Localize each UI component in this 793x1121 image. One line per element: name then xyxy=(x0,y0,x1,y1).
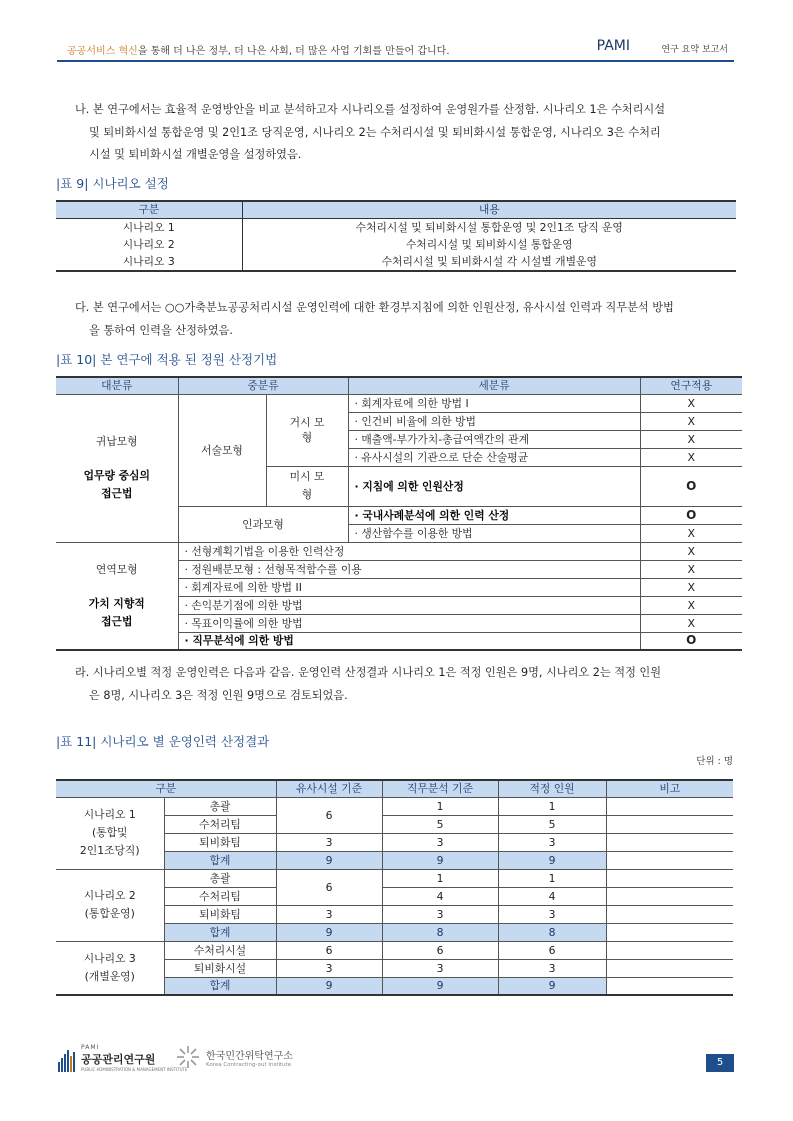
scenario-label-cell xyxy=(56,869,164,941)
logo-subtitle: PUBLIC ADMINISTRATION & MANAGEMENT INSTITUTE xyxy=(81,1067,188,1072)
sub-category-cell: 미시 모형 xyxy=(266,466,348,506)
major-category-cell xyxy=(56,542,178,650)
value-cell: 1 xyxy=(498,869,606,887)
apply-cell: X xyxy=(640,578,742,596)
detail-cell: · 국내사례분석에 의한 인력 산정 xyxy=(348,506,640,524)
scenario-label: 2인1조당직) xyxy=(79,844,140,857)
unit-label: 단위 : 명 xyxy=(696,756,733,767)
scenario-label: (개별운영) xyxy=(84,969,135,983)
value-cell: 3 xyxy=(276,833,382,851)
table-row xyxy=(56,236,736,253)
note-cell xyxy=(606,833,733,851)
sum-cell: 8 xyxy=(382,923,498,941)
page-footer xyxy=(58,1044,734,1074)
sum-cell: 9 xyxy=(276,923,382,941)
method-table xyxy=(56,376,742,651)
table-header-row xyxy=(56,780,733,797)
scenario-label: 시나리오 1 xyxy=(83,808,136,821)
team-cell: 수처리팀 xyxy=(164,887,276,905)
team-cell: 수처리시설 xyxy=(164,941,276,959)
bars-logo-icon xyxy=(58,1050,76,1072)
major-category-label: 귀납모형 xyxy=(95,435,138,448)
note-cell xyxy=(606,941,733,959)
detail-cell: · 생산함수를 이용한 방법 xyxy=(348,524,640,542)
table-cell: 수처리시설 및 퇴비화시설 각 시설별 개별운영 xyxy=(242,253,736,271)
apply-cell: O xyxy=(640,506,742,524)
sum-cell: 9 xyxy=(382,977,498,995)
logo-subtitle: Korea Contracting-out Institute xyxy=(206,1061,292,1068)
starburst-logo-icon xyxy=(175,1044,201,1070)
value-cell: 1 xyxy=(382,869,498,887)
major-category-bold: 가치 지향적 접근법 xyxy=(88,596,145,628)
paragraph-na xyxy=(75,99,745,167)
table11-caption: |표 11| 시나리오 별 운영인력 산정결과 xyxy=(56,734,270,749)
scenario-label: (통합운영) xyxy=(84,907,135,920)
value-cell: 6 xyxy=(276,869,382,905)
value-cell: 5 xyxy=(382,815,498,833)
mid-category-cell: 서술모형 xyxy=(178,394,266,506)
col-header: 대분류 xyxy=(56,377,178,394)
logo-name: 공공관리연구원 xyxy=(81,1053,156,1066)
table9-caption: |표 9| 시나리오 설정 xyxy=(56,176,169,191)
col-header: 세분류 xyxy=(348,377,640,394)
value-cell: 3 xyxy=(382,959,498,977)
para-line: 은 8명, 시나리오 3은 적정 인원 9명으로 검토되었음. xyxy=(89,688,348,702)
value-cell: 6 xyxy=(276,797,382,833)
apply-cell: X xyxy=(640,596,742,614)
logo-name: 한국민간위탁연구소 xyxy=(206,1050,293,1062)
brand-name: PAMI xyxy=(596,38,630,54)
value-cell: 6 xyxy=(276,941,382,959)
col-header: 연구적용 xyxy=(640,377,742,394)
scenario-label-cell xyxy=(56,941,164,995)
pami-logo xyxy=(58,1044,187,1072)
table-cell: 수처리시설 및 퇴비화시설 통합운영 xyxy=(242,236,736,253)
major-category-cell xyxy=(56,394,178,542)
major-category-label: 연역모형 xyxy=(95,562,138,576)
table-cell: 시나리오 1 xyxy=(122,220,175,234)
table-row xyxy=(56,797,733,815)
value-cell: 1 xyxy=(498,797,606,815)
col-header: 직무분석 기준 xyxy=(382,780,498,797)
sum-cell: 9 xyxy=(498,851,606,869)
detail-cell: · 선형계획기법을 이용한 인력산정 xyxy=(178,542,640,560)
sum-cell: 9 xyxy=(276,977,382,995)
logo-abbrev: PAMI xyxy=(81,1044,100,1051)
note-cell xyxy=(606,977,733,995)
team-cell: 퇴비화팀 xyxy=(164,905,276,923)
paragraph-ra xyxy=(75,662,745,707)
apply-cell: X xyxy=(640,614,742,632)
scenario-label-cell xyxy=(56,797,164,869)
scenario-table xyxy=(56,200,736,272)
value-cell: 3 xyxy=(498,833,606,851)
kci-logo xyxy=(175,1044,293,1070)
para-line: 다. 본 연구에서는 ○○가축분뇨공공처리시설 운영인력에 대한 환경부지침에 의한 인원산정, 유사시설 인력과 직무분석 방법 xyxy=(75,301,674,314)
apply-cell: O xyxy=(640,466,742,506)
apply-cell: X xyxy=(640,412,742,430)
table-cell: 시나리오 2 xyxy=(122,237,175,251)
sum-label-cell: 합계 xyxy=(164,923,276,941)
para-line: 라. 시나리오별 적정 운영인력은 다음과 같음. 운영인력 산정결과 시나리오 1은 적정 인원은 9명, 시나리오 2는 적정 인원 xyxy=(75,666,662,679)
table-row xyxy=(56,941,733,959)
note-cell xyxy=(606,797,733,815)
col-header: 구분 xyxy=(56,201,242,218)
table-row xyxy=(56,218,736,236)
page-header xyxy=(57,36,734,62)
apply-cell: X xyxy=(640,542,742,560)
value-cell: 6 xyxy=(498,941,606,959)
table-row xyxy=(56,394,742,412)
detail-cell: · 목표이익률에 의한 방법 xyxy=(178,614,640,632)
para-line: 나. 본 연구에서는 효율적 운영방안을 비교 분석하고자 시나리오를 설정하여 운영원가를 산정함. 시나리오 1은 수처리시설 xyxy=(75,103,666,116)
value-cell: 6 xyxy=(382,941,498,959)
value-cell: 1 xyxy=(382,797,498,815)
report-label: 연구 요약 보고서 xyxy=(661,45,728,55)
paragraph-da xyxy=(75,297,745,342)
tagline-highlight: 공공서비스 혁신 xyxy=(67,46,138,57)
detail-cell: · 정원배분모형 : 선형목적함수를 이용 xyxy=(178,560,640,578)
sum-cell: 8 xyxy=(498,923,606,941)
apply-cell: X xyxy=(640,560,742,578)
apply-cell: X xyxy=(640,448,742,466)
table-row xyxy=(56,869,733,887)
detail-cell: · 손익분기점에 의한 방법 xyxy=(178,596,640,614)
note-cell xyxy=(606,851,733,869)
sum-cell: 9 xyxy=(382,851,498,869)
value-cell: 3 xyxy=(276,905,382,923)
col-header: 중분류 xyxy=(178,377,348,394)
table-header-row xyxy=(56,377,742,394)
note-cell xyxy=(606,869,733,887)
sum-cell: 9 xyxy=(498,977,606,995)
note-cell xyxy=(606,887,733,905)
para-line: 을 통하여 인력을 산정하였음. xyxy=(89,323,233,337)
major-category-bold: 업무량 중심의 접근법 xyxy=(83,469,150,500)
table-row xyxy=(56,542,742,560)
value-cell: 4 xyxy=(498,887,606,905)
scenario-label: 시나리오 3 xyxy=(83,951,136,965)
detail-cell: · 직무분석에 의한 방법 xyxy=(178,632,640,650)
value-cell: 3 xyxy=(498,959,606,977)
col-header: 적정 인원 xyxy=(498,780,606,797)
col-header: 비고 xyxy=(606,780,733,797)
note-cell xyxy=(606,905,733,923)
team-cell: 수처리팀 xyxy=(164,815,276,833)
header-tagline xyxy=(67,42,450,57)
sum-cell: 9 xyxy=(276,851,382,869)
value-cell: 3 xyxy=(382,905,498,923)
detail-cell: · 지침에 의한 인원산정 xyxy=(348,466,640,506)
team-cell: 퇴비화시설 xyxy=(164,959,276,977)
note-cell xyxy=(606,815,733,833)
scenario-label: 시나리오 2 xyxy=(83,889,136,902)
team-cell: 총괄 xyxy=(164,797,276,815)
col-header: 구분 xyxy=(56,780,276,797)
staffing-result-table xyxy=(56,779,733,996)
detail-cell: · 매출액-부가가치-총급여액간의 관계 xyxy=(348,430,640,448)
note-cell xyxy=(606,923,733,941)
apply-cell: X xyxy=(640,524,742,542)
team-cell: 총괄 xyxy=(164,869,276,887)
table-cell: 수처리시설 및 퇴비화시설 통합운영 및 2인1조 당직 운영 xyxy=(242,218,736,236)
tagline-rest: 을 통해 더 나은 정부, 더 나은 사회, 더 많은 사업 기회를 만들어 갑니다. xyxy=(137,46,450,57)
table-cell: 시나리오 3 xyxy=(122,254,175,268)
sum-label-cell: 합계 xyxy=(164,851,276,869)
detail-cell: · 회계자료에 의한 방법 I xyxy=(348,394,640,412)
team-cell: 퇴비화팀 xyxy=(164,833,276,851)
value-cell: 4 xyxy=(382,887,498,905)
table-row xyxy=(56,253,736,271)
detail-cell: · 유사시설의 기관으로 단순 산술평균 xyxy=(348,448,640,466)
apply-cell: O xyxy=(640,632,742,650)
scenario-label: (통합및 xyxy=(91,826,128,839)
page-number: 5 xyxy=(706,1054,734,1072)
col-header: 내용 xyxy=(242,201,736,218)
para-line: 시설 및 퇴비화시설 개별운영을 설정하였음. xyxy=(89,148,302,161)
sum-label-cell: 합계 xyxy=(164,977,276,995)
table-header-row xyxy=(56,201,736,218)
value-cell: 3 xyxy=(498,905,606,923)
detail-cell: · 회계자료에 의한 방법 II xyxy=(178,578,640,596)
sub-category-cell: 거시 모형 xyxy=(266,394,348,466)
value-cell: 3 xyxy=(382,833,498,851)
apply-cell: X xyxy=(640,430,742,448)
apply-cell: X xyxy=(640,394,742,412)
mid-category-cell: 인과모형 xyxy=(178,506,348,542)
note-cell xyxy=(606,959,733,977)
value-cell: 3 xyxy=(276,959,382,977)
col-header: 유사시설 기준 xyxy=(276,780,382,797)
table10-caption: |표 10| 본 연구에 적용 된 정원 산정기법 xyxy=(56,352,278,367)
detail-cell: · 인건비 비율에 의한 방법 xyxy=(348,412,640,430)
para-line: 및 퇴비화시설 통합운영 및 2인1조 당직운영, 시나리오 2는 수처리시설 및 퇴비화시설 통합운영, 시나리오 3은 수처리 xyxy=(89,125,661,139)
value-cell: 5 xyxy=(498,815,606,833)
